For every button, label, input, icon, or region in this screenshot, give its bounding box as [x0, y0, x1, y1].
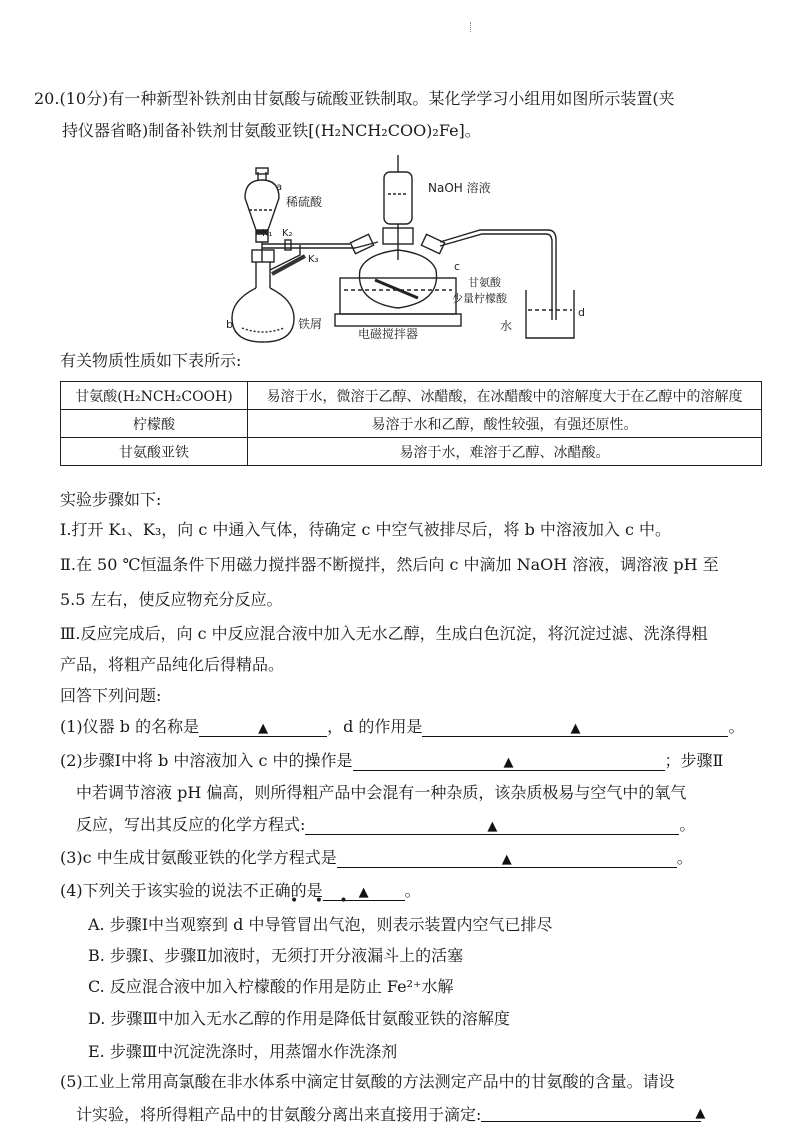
option-c: C. 反应混合液中加入柠檬酸的作用是防止 Fe²⁺水解	[88, 977, 454, 996]
label-d: d	[578, 306, 585, 319]
label-naoh: NaOH 溶液	[428, 181, 491, 195]
q2-answer-blank-1[interactable]	[353, 752, 665, 771]
table-cell-name: 甘氨酸亚铁	[61, 438, 248, 466]
q3-text-1: (3)c 中生成甘氨酸亚铁的化学方程式是	[60, 848, 337, 867]
scan-mark	[470, 22, 473, 32]
table-row	[61, 410, 762, 438]
q2-answer-blank-2[interactable]	[305, 816, 679, 835]
table-row	[61, 382, 762, 410]
apparatus-diagram	[0, 150, 800, 350]
table-cell-name: 甘氨酸(H₂NCH₂COOH)	[61, 382, 248, 410]
answer-mark-icon: ▲	[695, 1106, 706, 1121]
option-d: D. 步骤Ⅲ中加入无水乙醇的作用是降低甘氨酸亚铁的溶解度	[88, 1009, 510, 1028]
label-a: a	[276, 182, 283, 193]
step-2-line2: 5.5 左右，使反应物充分反应。	[60, 590, 283, 609]
q1-end: 。	[728, 717, 745, 736]
label-citric: 少量柠檬酸	[452, 292, 507, 305]
q2-text-1: (2)步骤Ⅰ中将 b 中溶液加入 c 中的操作是	[60, 751, 353, 770]
question-3	[60, 847, 693, 869]
answer-heading: 回答下列问题:	[60, 686, 162, 705]
emphasis-dots: • • •	[290, 893, 354, 909]
question-number: 20.	[34, 89, 60, 108]
table-intro: 有关物质性质如下表所示:	[60, 351, 242, 370]
question-intro-line2: 持仪器省略)制备补铁剂甘氨酸亚铁[(H₂NCH₂COO)₂Fe]。	[62, 121, 481, 140]
question-2-line1	[60, 750, 723, 772]
q1-answer-blank-1[interactable]	[199, 718, 327, 737]
question-5-line2	[76, 1103, 706, 1126]
label-glycine: 甘氨酸	[468, 276, 501, 289]
q1-text-1: (1)仪器 b 的名称是	[60, 717, 200, 736]
table-row	[61, 438, 762, 466]
question-1	[60, 716, 744, 738]
answer-mark-icon: ▲	[503, 755, 514, 770]
label-b: b	[226, 318, 233, 331]
answer-mark-icon: ▲	[358, 885, 369, 900]
label-dilute-acid: 稀硫酸	[286, 195, 323, 209]
q3-answer-blank[interactable]	[337, 849, 677, 868]
q5-text-2: 计实验，将所得粗产品中的甘氨酸分离出来直接用于滴定:	[76, 1105, 482, 1124]
answer-mark-icon: ▲	[570, 721, 581, 736]
question-2-line2: 中若调节溶液 pH 偏高，则所得粗产品中会混有一种杂质，该杂质极易与空气中的氧气	[76, 783, 687, 802]
table-cell-desc: 易溶于水，难溶于乙醇、冰醋酸。	[248, 438, 762, 466]
q1-text-2: ，d 的作用是	[327, 717, 423, 736]
question-4	[60, 880, 421, 902]
q4-text-1: (4)下列关于该实验的说法不正确的是	[60, 881, 323, 900]
steps-heading: 实验步骤如下:	[60, 490, 162, 509]
properties-table	[60, 381, 762, 466]
q2-text-3: 反应，写出其反应的化学方程式:	[76, 815, 306, 834]
label-stirrer: 电磁搅拌器	[358, 327, 419, 341]
q5-answer-blank[interactable]	[481, 1103, 706, 1122]
q2-text-2: ；步骤Ⅱ	[664, 751, 724, 770]
option-e: E. 步骤Ⅲ中沉淀洗涤时，用蒸馏水作洗涤剂	[88, 1042, 398, 1061]
q1-answer-blank-2[interactable]	[422, 718, 728, 737]
option-a: A. 步骤Ⅰ中当观察到 d 中导管冒出气泡，则表示装置内空气已排尽	[88, 915, 553, 934]
label-k2: K₂	[282, 228, 293, 239]
option-b: B. 步骤Ⅰ、步骤Ⅱ加液时，无须打开分液漏斗上的活塞	[88, 946, 464, 965]
q2-end: 。	[679, 815, 696, 834]
step-1: Ⅰ.打开 K₁、K₃，向 c 中通入气体，待确定 c 中空气被排尽后，将 b 中溶液加入 c 中。	[60, 520, 672, 539]
label-water: 水	[500, 319, 513, 333]
step-3-line1: Ⅲ.反应完成后，向 c 中反应混合液中加入无水乙醇，生成白色沉淀，将沉淀过滤、洗涤得粗	[60, 624, 708, 643]
step-2-line1: Ⅱ.在 50 ℃恒温条件下用磁力搅拌器不断搅拌，然后向 c 中滴加 NaOH 溶液，调溶液 pH 至	[60, 555, 719, 574]
question-intro-line1	[34, 88, 675, 110]
label-c: c	[454, 260, 461, 273]
q4-end: 。	[404, 881, 421, 900]
table-cell-desc: 易溶于水和乙醇，酸性较强，有强还原性。	[248, 410, 762, 438]
label-iron-filings: 铁屑	[298, 317, 323, 331]
question-5-line1: (5)工业上常用高氯酸在非水体系中滴定甘氨酸的方法测定产品中的甘氨酸的含量。请设	[60, 1072, 675, 1091]
question-intro-text-1: 有一种新型补铁剂由甘氨酸与硫酸亚铁制取。某化学学习小组用如图所示装置(夹	[108, 89, 675, 108]
step-3-line2: 产品，将粗产品纯化后得精品。	[60, 655, 285, 674]
question-score: (10分)	[59, 89, 109, 108]
label-k3: K₃	[308, 254, 319, 265]
table-cell-desc: 易溶于水，微溶于乙醇、冰醋酸，在冰醋酸中的溶解度大于在乙醇中的溶解度	[248, 382, 762, 410]
question-2-line3	[76, 814, 695, 836]
answer-mark-icon: ▲	[487, 819, 498, 834]
answer-mark-icon: ▲	[258, 721, 269, 736]
answer-mark-icon: ▲	[501, 852, 512, 867]
q3-end: 。	[676, 848, 693, 867]
table-cell-name: 柠檬酸	[61, 410, 248, 438]
label-k1: K₁	[262, 228, 273, 239]
